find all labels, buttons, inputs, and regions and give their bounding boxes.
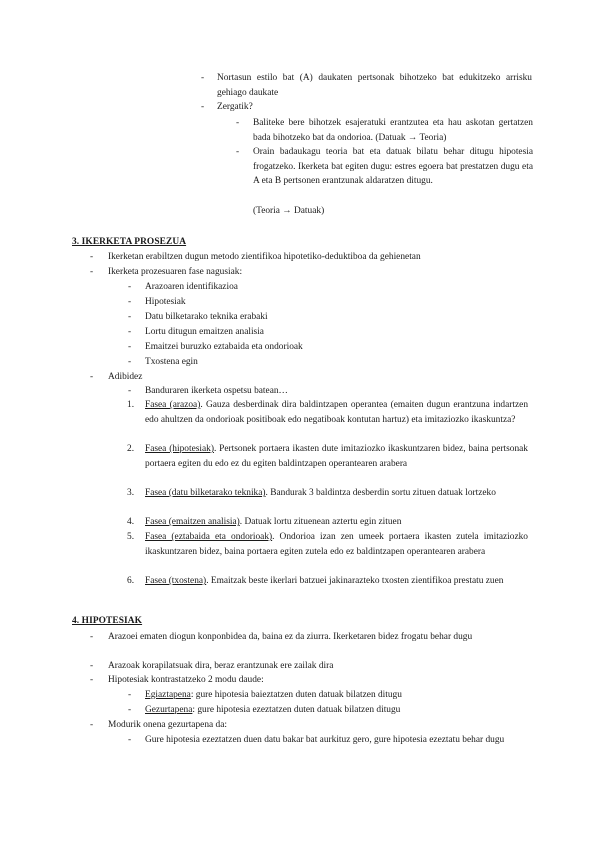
step-label: Fasea (eztabaida eta ondorioak) bbox=[145, 532, 273, 542]
bullet-dash: - bbox=[90, 372, 94, 382]
example-intro: Banduraren ikerketa ospetsu batean… bbox=[145, 386, 288, 396]
mode-label: Gezurtapena bbox=[145, 705, 193, 715]
bullet-dash: - bbox=[90, 675, 94, 685]
phase-item: Hipotesiak bbox=[145, 297, 186, 307]
list-item: Hipotesiak kontrastatzeko 2 modu daude: bbox=[108, 675, 264, 685]
section-heading: 3. IKERKETA PROSEZUA bbox=[72, 237, 187, 247]
bullet-dash: - bbox=[128, 705, 132, 715]
bullet-dash: - bbox=[90, 632, 94, 642]
bullet-dash: - bbox=[128, 735, 132, 745]
step-number: 3. bbox=[127, 488, 135, 498]
step-number: 4. bbox=[127, 517, 135, 527]
step-item bbox=[145, 515, 401, 530]
list-item: Arazoei ematen diogun konponbidea da, baina ez da ziurra. Ikerketaren bidez frogatu behar dugu bbox=[108, 632, 473, 642]
bullet-dash: - bbox=[201, 73, 205, 83]
bullet-dash: - bbox=[128, 690, 132, 700]
step-item bbox=[145, 442, 528, 471]
bullet-dash: - bbox=[128, 327, 132, 337]
list-item: Baliteke bere bihotzek esajeratuki erantzutea eta hau askotan gertatzen bada bihotzeko bat da ondorioa. (Datuak → Teoria) bbox=[253, 118, 533, 143]
step-item bbox=[145, 574, 528, 589]
list-item: Adibidez bbox=[108, 372, 143, 382]
list-item: Arazoak korapilatsuak dira, beraz erantzunak ere zailak dira bbox=[108, 661, 334, 671]
step-item bbox=[145, 398, 528, 427]
step-text: . Ondorioa izan zen umeek portaera ikasten zutela imitaziozko ikaskuntzaren bidez, baina portaera egiten zutela edo ez baldintzapen operantearen arabera bbox=[145, 532, 528, 557]
bullet-dash: - bbox=[128, 357, 132, 367]
step-label: Fasea (datu bilketarako teknika) bbox=[145, 488, 266, 498]
step-item bbox=[145, 530, 528, 559]
step-text: . Bandurak 3 baldintza desberdin sortu zituen datuak lortzeko bbox=[265, 488, 496, 498]
bullet-dash: - bbox=[128, 312, 132, 322]
step-text: . Emaitzak beste ikerlari batzuei jakinarazteko txosten zientifikoa prestatu zuen bbox=[206, 576, 504, 586]
phase-item: Txostena egin bbox=[145, 357, 198, 367]
bullet-dash: - bbox=[201, 102, 205, 112]
mode-label: Egiaztapena bbox=[145, 690, 191, 700]
list-item: Nortasun estilo bat (A) daukaten pertsonak bihotzeko bat edukitzeko arrisku gehiago daukate bbox=[217, 73, 532, 98]
step-text: . Pertsonek portaera ikasten dute imitaziozko ikaskuntzaren bidez, baina pertsonak portaera egiten du edo ez du egiten baldintzapen operantearen arabera bbox=[145, 444, 528, 469]
mode-text: : gure hipotesia baieztatzen duten datuak bilatzen ditugu bbox=[190, 690, 402, 700]
list-item-note: (Teoria → Datuak) bbox=[253, 206, 325, 216]
bullet-dash: - bbox=[90, 267, 94, 277]
phase-item: Arazoaren identifikazioa bbox=[145, 282, 238, 292]
step-number: 2. bbox=[127, 444, 135, 454]
section-heading: 4. HIPOTESIAK bbox=[72, 616, 143, 626]
bullet-dash: - bbox=[128, 342, 132, 352]
step-label: Fasea (arazoa) bbox=[145, 400, 201, 410]
step-label: Fasea (emaitzen analisia) bbox=[145, 517, 240, 527]
step-text: . Datuak lortu zituenean aztertu egin zituen bbox=[239, 517, 402, 527]
bullet-dash: - bbox=[90, 720, 94, 730]
list-item: Zergatik? bbox=[217, 102, 253, 112]
list-item: Gure hipotesia ezeztatzen duen datu bakar bat aurkituz gero, gure hipotesia ezeztatu behar dugu bbox=[145, 735, 505, 745]
bullet-dash: - bbox=[128, 297, 132, 307]
list-item: Orain badaukagu teoria bat eta datuak bilatu behar ditugu hipotesia frogatzeko. Ikerketa bat egiten dugu: estres egoera bat prestatzen dugu eta A eta B pertsonen erantzunak aldaratzen ditugu. bbox=[253, 147, 533, 187]
phase-item: Datu bilketarako teknika erabaki bbox=[145, 312, 268, 322]
step-item bbox=[145, 486, 528, 501]
mode-item bbox=[145, 688, 402, 703]
bullet-dash: - bbox=[236, 118, 240, 128]
step-number: 1. bbox=[127, 400, 135, 410]
step-label: Fasea (txostena) bbox=[145, 576, 207, 586]
step-label: Fasea (hipotesiak) bbox=[145, 444, 214, 454]
bullet-dash: - bbox=[236, 147, 240, 157]
list-item: Ikerketan erabiltzen dugun metodo zientifikoa hipotetiko-deduktiboa da gehienetan bbox=[108, 252, 421, 262]
list-item: Modurik onena gezurtapena da: bbox=[108, 720, 227, 730]
bullet-dash: - bbox=[128, 386, 132, 396]
mode-text: : gure hipotesia ezeztatzen duten datuak bilatzen ditugu bbox=[192, 705, 401, 715]
phase-item: Lortu ditugun emaitzen analisia bbox=[145, 327, 264, 337]
bullet-dash: - bbox=[90, 661, 94, 671]
step-number: 6. bbox=[127, 576, 135, 586]
list-item: Ikerketa prozesuaren fase nagusiak: bbox=[108, 267, 243, 277]
phase-item: Emaitzei buruzko eztabaida eta ondorioak bbox=[145, 342, 303, 352]
mode-item bbox=[145, 703, 400, 718]
step-number: 5. bbox=[127, 532, 135, 542]
bullet-dash: - bbox=[128, 282, 132, 292]
step-text: . Gauza desberdinak dira baldintzapen operantea (emaiten dugun erantzuna indartzen edo ahultzen da ondorioak positiboak edo negatiboak kontutan hartuz) eta imitaziozko ikaskuntza? bbox=[145, 400, 529, 425]
bullet-dash: - bbox=[90, 252, 94, 262]
